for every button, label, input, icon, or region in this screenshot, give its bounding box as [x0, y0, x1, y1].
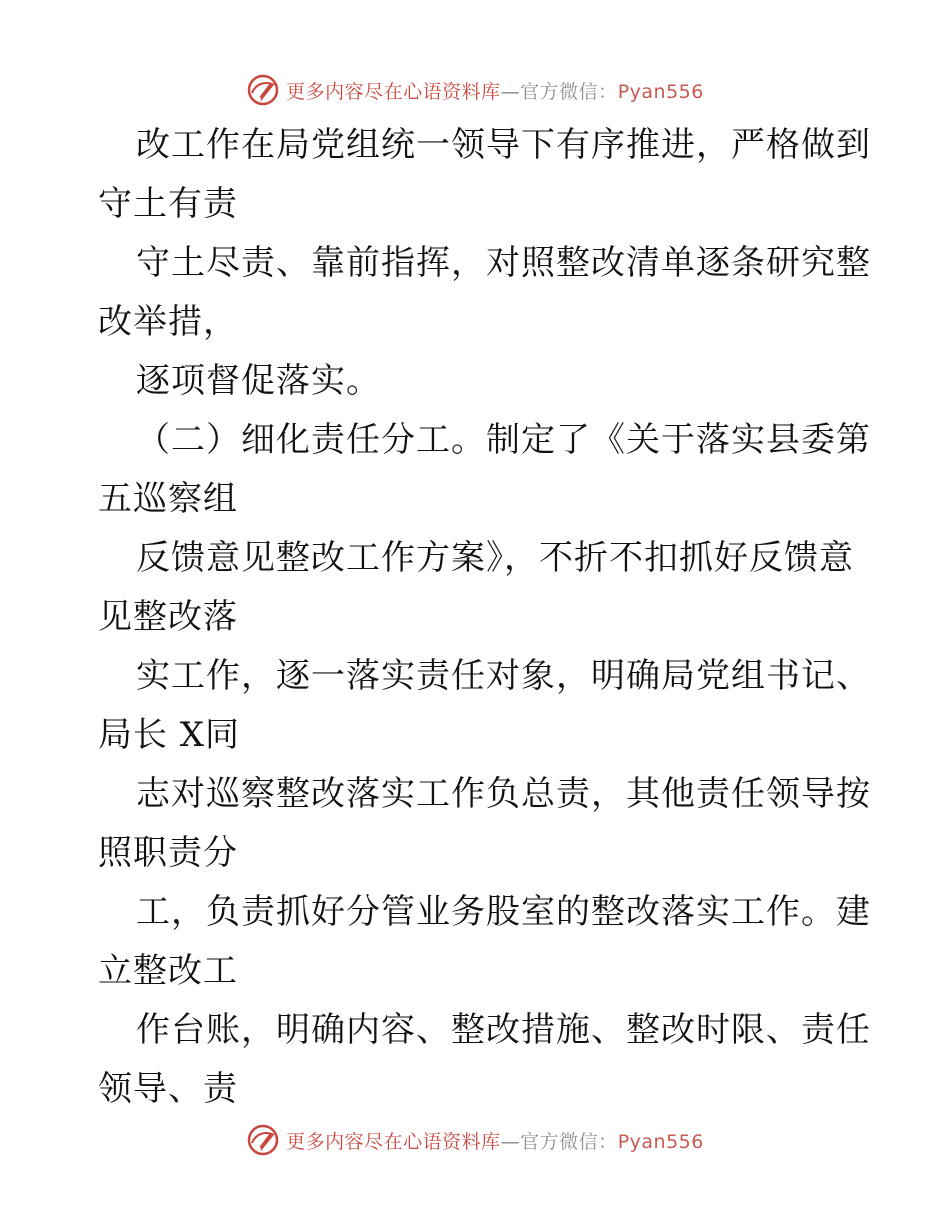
body-line: 工，负责抓好分管业务股室的整改落实工作。建: [136, 892, 871, 932]
body-line: 改工作在局党组统一领导下有序推进，严格做到: [136, 125, 871, 165]
body-line: 立整改工: [98, 951, 238, 991]
body-line: 见整改落: [98, 597, 238, 637]
body-line: 改举措，: [98, 302, 238, 342]
body-line: 实工作，逐一落实责任对象，明确局党组书记、: [136, 656, 871, 696]
footer-banner: [0, 1120, 950, 1160]
body-line: （二）细化责任分工。制定了《关于落实县委第: [136, 420, 871, 460]
header-wechat-id: Pyan556: [617, 80, 704, 103]
document-body: [98, 116, 871, 1119]
body-line: 领导、责: [98, 1069, 238, 1109]
footer-wechat-id: Pyan556: [617, 1130, 704, 1153]
body-line: 反馈意见整改工作方案》，不折不扣抓好反馈意: [136, 538, 854, 578]
footer-site: 更多内容尽在心语资料库: [286, 1130, 501, 1153]
header-dash: —: [500, 80, 521, 103]
body-line: 局长 X同: [98, 715, 241, 755]
footer-text: [286, 1127, 704, 1154]
body-line: 志对巡察整改落实工作负总责，其他责任领导按: [136, 774, 871, 814]
footer-wechat-label: 官方微信：: [520, 1130, 618, 1153]
pen-logo-icon: [246, 73, 280, 107]
pen-logo-icon: [246, 1123, 280, 1157]
body-line: 作台账，明确内容、整改措施、整改时限、责任: [136, 1010, 871, 1050]
body-line: 守土尽责、靠前指挥，对照整改清单逐条研究整: [136, 243, 871, 283]
body-line: 照职责分: [98, 833, 238, 873]
footer-dash: —: [500, 1130, 521, 1153]
header-wechat-label: 官方微信：: [520, 80, 618, 103]
header-banner: [0, 70, 950, 110]
body-line: 逐项督促落实。: [136, 361, 381, 401]
header-text: [286, 77, 704, 104]
body-line: 五巡察组: [98, 479, 238, 519]
header-site: 更多内容尽在心语资料库: [286, 80, 501, 103]
body-line: 守土有责: [98, 184, 238, 224]
